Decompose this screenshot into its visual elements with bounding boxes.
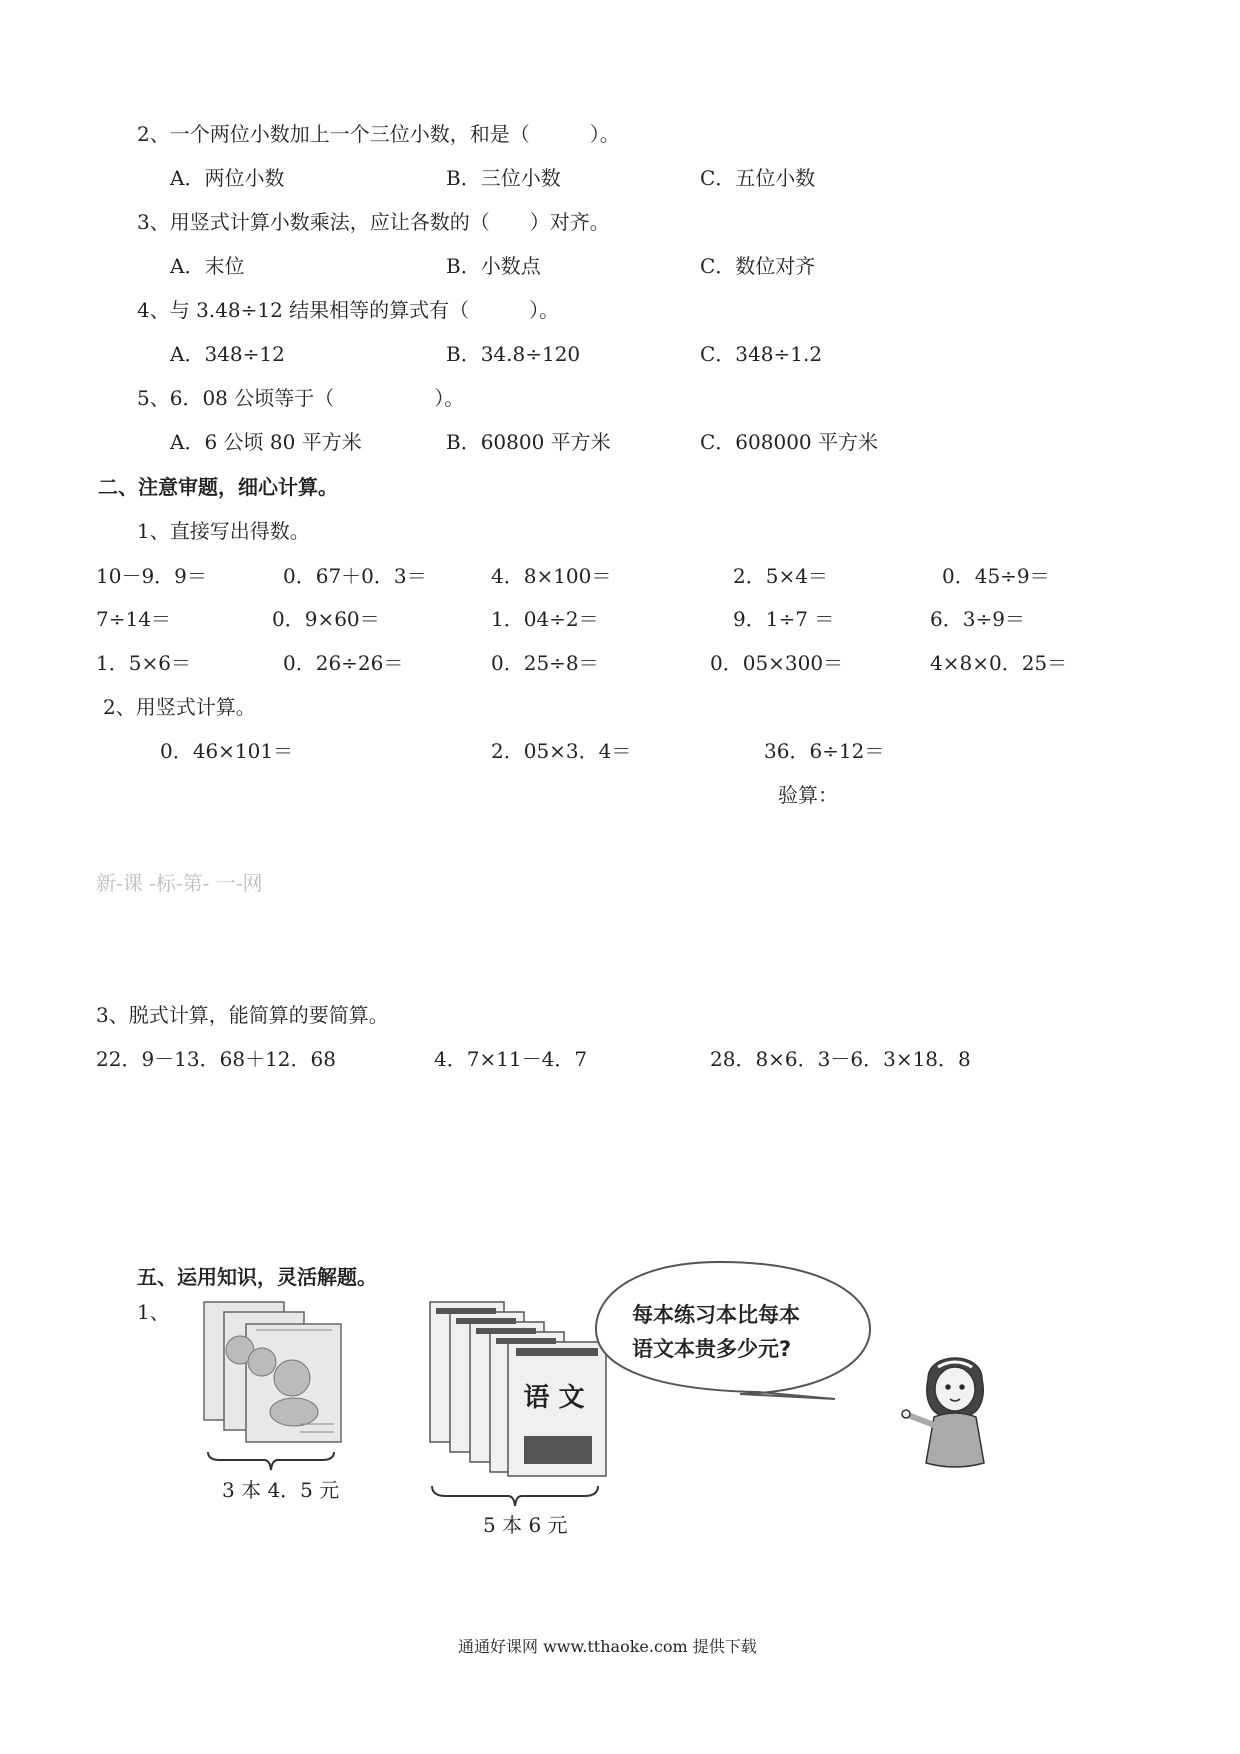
speech-bubble [590, 1254, 890, 1404]
bubble-line-2: 语文本贵多少元? [632, 1337, 792, 1361]
question-4: 4、与 3.48÷12 结果相等的算式有（ ）。 [137, 298, 560, 322]
question-3: 3、用竖式计算小数乘法，应让各数的（ ）对齐。 [137, 210, 610, 234]
oral-calc-r3c5: 4×8×0．25＝ [930, 651, 1068, 675]
question-5: 5、6．08 公顷等于（ ）。 [137, 386, 465, 410]
section-2-heading: 二、注意审题，细心计算。 [98, 475, 338, 499]
oral-calc-r3c3: 0．25÷8＝ [491, 651, 599, 675]
q5-option-a: A．6 公顷 80 平方米 [170, 430, 362, 454]
oral-calc-r2c1: 7÷14＝ [96, 607, 171, 631]
footer-text: 通通好课网 www.tthaoke.com 提供下载 [458, 1637, 757, 1656]
subsection-1-title: 1、直接写出得数。 [137, 519, 310, 543]
exercise-books-illustration [200, 1300, 350, 1445]
oral-calc-r1c5: 0．45÷9＝ [942, 564, 1050, 588]
q3-option-a: A．末位 [170, 254, 245, 278]
subsection-2-title: 2、用竖式计算。 [103, 695, 256, 719]
question-2: 2、一个两位小数加上一个三位小数，和是（ ）。 [137, 122, 620, 146]
bubble-line-1: 每本练习本比每本 [632, 1303, 800, 1327]
oral-calc-r2c3: 1．04÷2＝ [491, 607, 599, 631]
books-1-price-label: 3 本 4．5 元 [222, 1478, 340, 1502]
q2-option-b: B．三位小数 [446, 166, 561, 190]
problem-1-number: 1、 [137, 1300, 170, 1324]
stepwise-calc-2: 4．7×11－4．7 [434, 1047, 588, 1071]
q4-option-b: B．34.8÷120 [446, 342, 581, 366]
girl-illustration [900, 1345, 1010, 1485]
brace-2 [430, 1484, 600, 1510]
brace-1 [206, 1450, 336, 1474]
oral-calc-r3c1: 1．5×6＝ [96, 651, 191, 675]
oral-calc-r3c4: 0．05×300＝ [710, 651, 844, 675]
oral-calc-r1c3: 4．8×100＝ [491, 564, 612, 588]
oral-calc-r1c2: 0．67＋0．3＝ [283, 564, 427, 588]
stepwise-calc-3: 28．8×6．3－6．3×18．8 [710, 1047, 971, 1071]
oral-calc-r2c2: 0．9×60＝ [272, 607, 380, 631]
q5-option-b: B．60800 平方米 [446, 430, 611, 454]
oral-calc-r1c4: 2．5×4＝ [733, 564, 828, 588]
q5-option-c: C．608000 平方米 [700, 430, 879, 454]
q3-option-c: C．数位对齐 [700, 254, 816, 278]
vertical-calc-3: 36．6÷12＝ [764, 739, 885, 763]
oral-calc-r1c1: 10－9．9＝ [96, 564, 207, 588]
section-5-heading: 五、运用知识，灵活解题。 [137, 1265, 377, 1289]
books-2-price-label: 5 本 6 元 [483, 1513, 568, 1537]
oral-calc-r2c4: 9．1÷7 ＝ [733, 607, 835, 631]
oral-calc-r2c5: 6．3÷9＝ [930, 607, 1025, 631]
watermark: 新-课 -标-第- 一-网 [96, 871, 263, 895]
q3-option-b: B．小数点 [446, 254, 541, 278]
q2-option-a: A．两位小数 [170, 166, 285, 190]
oral-calc-r3c2: 0．26÷26＝ [283, 651, 404, 675]
stepwise-calc-1: 22．9－13．68＋12．68 [96, 1047, 336, 1071]
q4-option-a: A．348÷12 [170, 342, 285, 366]
subsection-3-title: 3、脱式计算，能简算的要简算。 [96, 1003, 389, 1027]
book-cover-title: 语 文 [523, 1383, 585, 1413]
vertical-calc-1: 0．46×101＝ [160, 739, 294, 763]
check-label: 验算： [778, 783, 838, 807]
q2-option-c: C．五位小数 [700, 166, 816, 190]
q4-option-c: C．348÷1.2 [700, 342, 823, 366]
vertical-calc-2: 2．05×3．4＝ [491, 739, 632, 763]
